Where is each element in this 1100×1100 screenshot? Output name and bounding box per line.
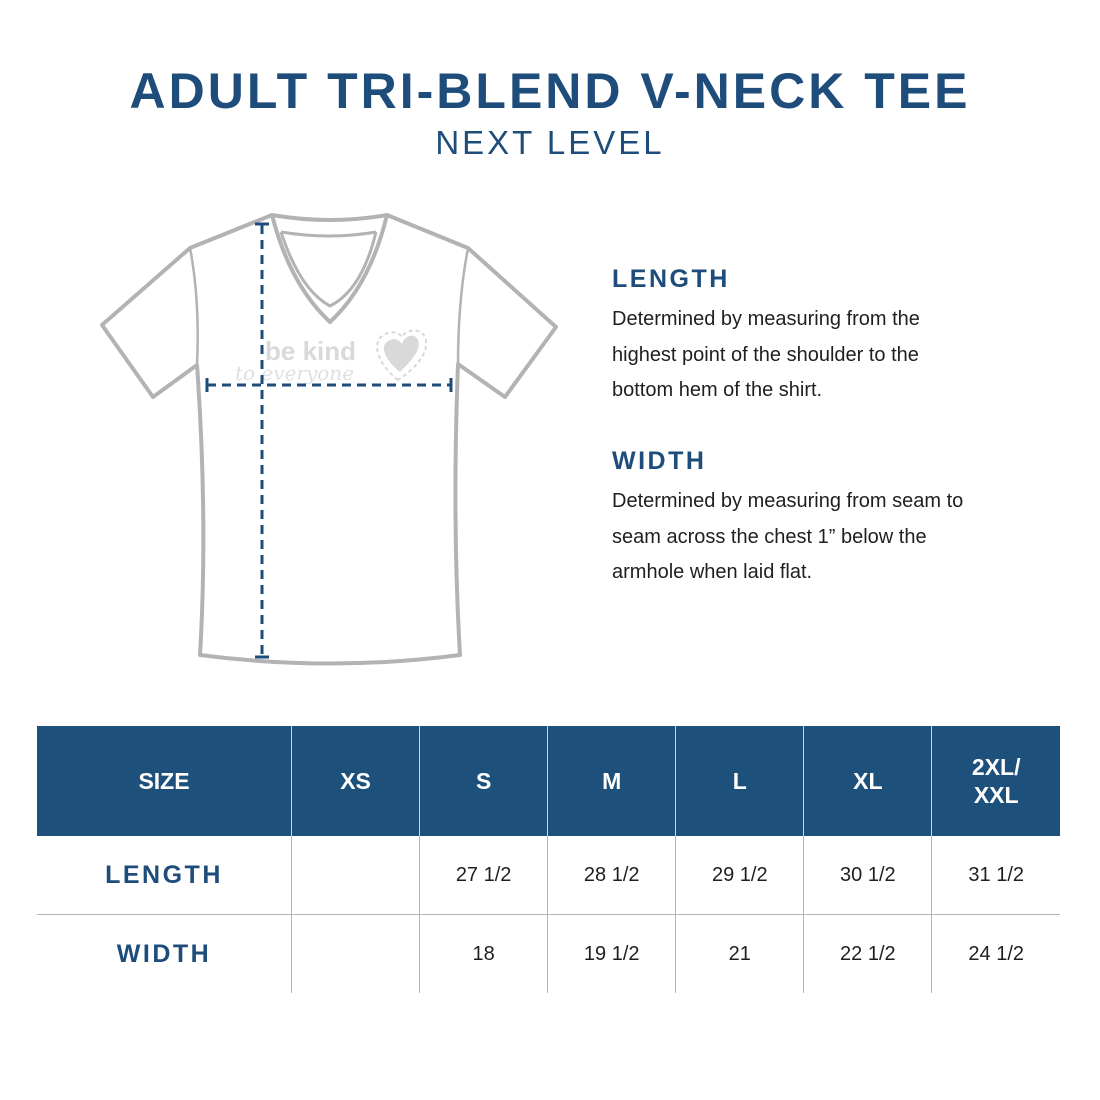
width-heading: WIDTH [612, 447, 707, 475]
table-cell: 29 1/2 [676, 836, 804, 915]
table-row [37, 915, 1060, 994]
width-text: Determined by measuring from seam to seam across the chest 1” below the armhole when laid flat. [612, 490, 964, 583]
table-header-row [37, 726, 1060, 836]
table-cell: 31 1/2 [932, 836, 1060, 915]
measure-lines [207, 224, 451, 657]
header-xl: XL [804, 726, 932, 836]
table-cell: 24 1/2 [932, 915, 1060, 994]
row-label: WIDTH [116, 939, 212, 968]
header-s: S [420, 726, 548, 836]
page-title: ADULT TRI-BLEND V-NECK TEE [129, 63, 971, 119]
row-label: LENGTH [37, 836, 292, 915]
size-chart-table [37, 726, 1060, 993]
svg-text:be kind: be kind [265, 336, 357, 366]
table-cell [292, 915, 420, 994]
table-cell: 27 1/2 [420, 836, 548, 915]
length-heading: LENGTH [612, 265, 730, 293]
svg-text:to everyone: to everyone [235, 361, 355, 385]
shirt-outline [102, 215, 556, 664]
width-description [612, 447, 1072, 591]
header-m: M [548, 726, 676, 836]
table-cell: 28 1/2 [548, 836, 676, 915]
table-cell [292, 836, 420, 915]
table-cell: 18 [420, 915, 548, 994]
brand-subtitle: NEXT LEVEL [435, 124, 665, 161]
header-l: L [676, 726, 804, 836]
header-size: SIZE [37, 726, 292, 836]
table-cell: 21 [676, 915, 804, 994]
table-cell: 30 1/2 [804, 836, 932, 915]
table-cell: 19 1/2 [548, 915, 676, 994]
header-xs: XS [292, 726, 420, 836]
shirt-print [235, 330, 426, 385]
length-description [612, 265, 1072, 409]
header-2xl: 2XL/ XXL [932, 726, 1060, 836]
length-text: Determined by measuring from the highest point of the shoulder to the bottom hem of the shirt. [612, 308, 920, 401]
table-row [37, 836, 1060, 915]
table-cell: 22 1/2 [804, 915, 932, 994]
